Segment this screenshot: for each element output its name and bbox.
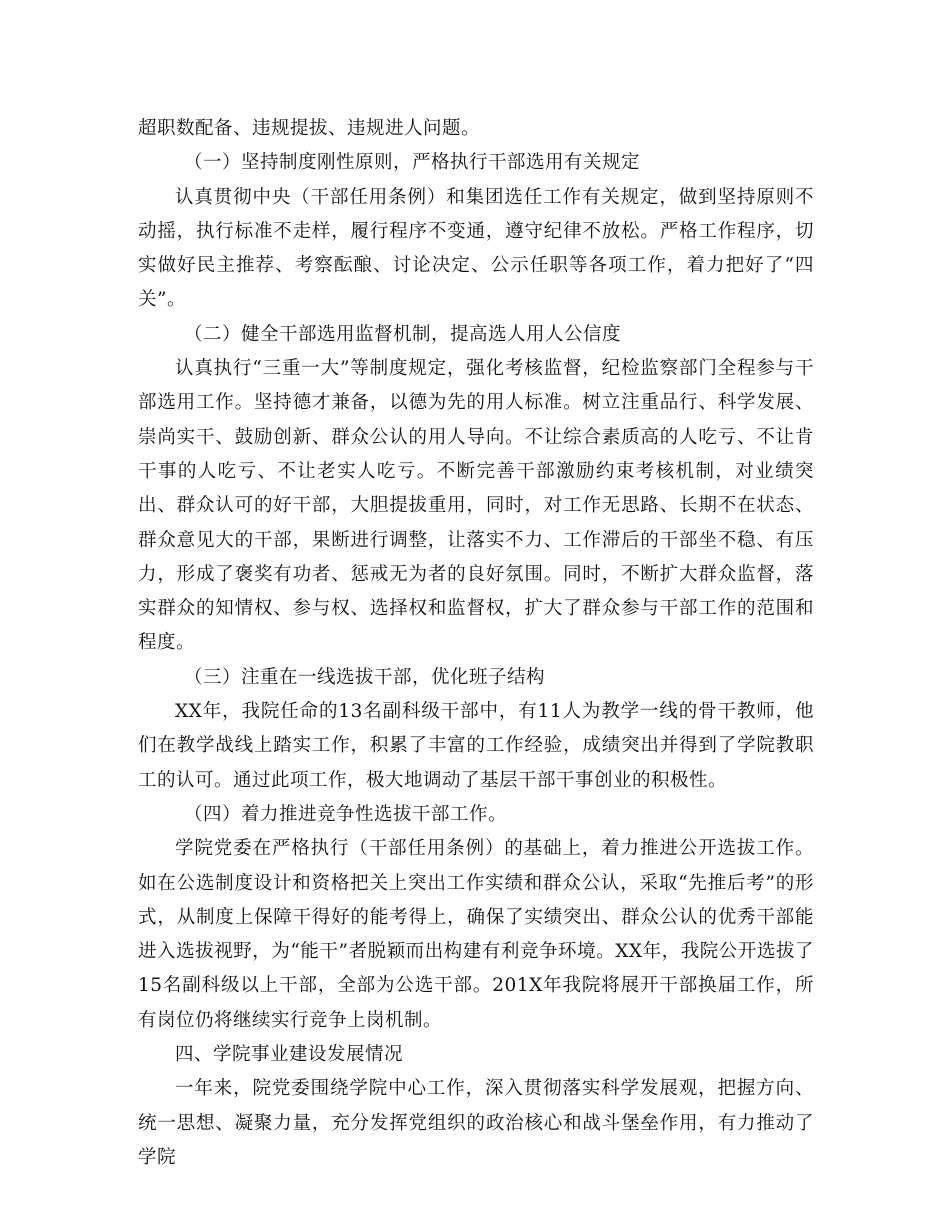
document-body (138, 112, 814, 1175)
subheading-3: （三）注重在一线选拔干部，优化班子结构 (184, 666, 546, 688)
body-paragraph-2: 认真执行“三重一大”等制度规定，强化考核监督，纪检监察部门全程参与干部选用工作。坚持德才兼备，以德为先的用人标准。树立注重品行、科学发展、崇尚实干、鼓励创新、群众公认的用人导向。不让综合素质高的人吃亏、不让肯干事的人吃亏、不让老实人吃亏。不断完善干部激励约束考核机制，对业绩突出、群众认可的好干部，大胆提拔重用，同时，对工作无思路、长期不在状态、群众意见大的干部，果断进行调整，让落实不力、工作滞后的干部坐不稳、有压力，形成了褒奖有功者、惩戒无为者的良好氛围。同时，不断扩大群众监督，落实群众的知情权、参与权、选择权和监督权，扩大了群众参与干部工作的范围和程度。 (138, 358, 814, 654)
body-paragraph-3: XX年，我院任命的13名副科级干部中，有11人为教学一线的骨干教师，他们在教学战线上踏实工作，积累了丰富的工作经验，成绩突出并得到了学院教职工的认可。通过此项工作，极大地调动了基层干部干事创业的积极性。 (138, 701, 814, 791)
body-paragraph-5: 一年来，院党委围绕学院中心工作，深入贯彻落实科学发展观，把握方向、统一思想、凝聚力量，充分发挥党组织的政治核心和战斗堡垒作用，有力推动了学院 (138, 1078, 814, 1168)
subheading-2: （二）健全干部选用监督机制，提高选人用人公信度 (184, 323, 622, 345)
body-paragraph-4: 学院党委在严格执行（干部任用条例）的基础上，着力推进公开选拔工作。如在公选制度设计和资格把关上突出工作实绩和群众公认，采取“先推后考”的形式，从制度上保障干得好的能考得上，确保了实绩突出、群众公认的优秀干部能进入选拔视野，为“能干”者脱颖而出构建有利竞争环境。XX年，我院公开选拔了15名副科级以上干部，全部为公选干部。201X年我院将展开干部换届工作，所有岗位仍将继续实行竞争上岗机制。 (138, 838, 814, 1031)
subheading-4: （四）着力推进竞争性选拔干部工作。 (184, 803, 508, 825)
subheading-1: （一）坚持制度刚性原则，严格执行干部选用有关规定 (184, 152, 641, 174)
body-paragraph-1: 认真贯彻中央（干部任用条例）和集团选任工作有关规定，做到坚持原则不动摇，执行标准不走样，履行程序不变通，遵守纪律不放松。严格工作程序，切实做好民主推荐、考察酝酿、讨论决定、公示任职等各项工作，着力把好了“四关”。 (138, 186, 814, 311)
section-heading: 四、学院事业建设发展情况 (175, 1044, 404, 1066)
continuation-paragraph: 超职数配备、违规提拔、违规进人问题。 (138, 118, 481, 139)
